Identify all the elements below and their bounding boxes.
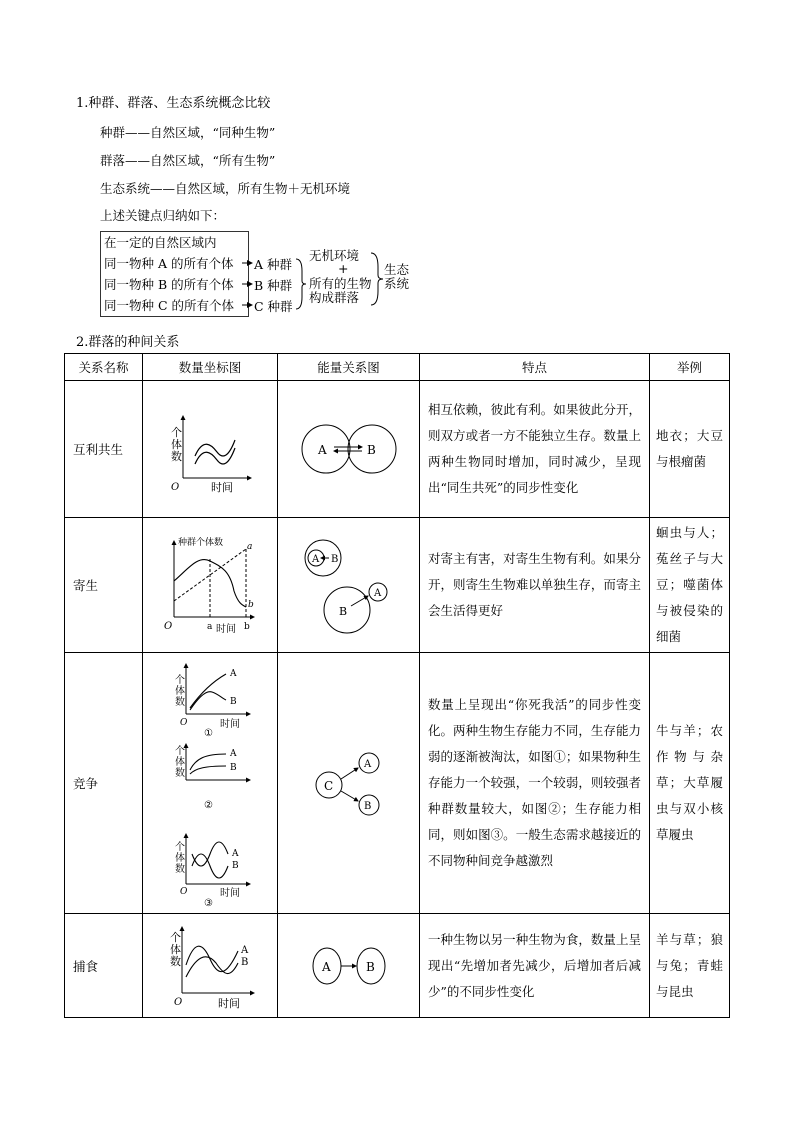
line-ecosystem: 生态系统——自然区域，所有生物＋无机环境 [100,181,351,196]
header-energy-diagram: 能量关系图 [278,354,420,381]
axis-y-label: 个 [170,426,182,439]
energy-node-a: A [311,554,319,565]
axis-x-label: 时间 [220,888,240,899]
relation-feature: 一种生物以另一种生物为食，数量上呈现出“先增加者先减少，后增加者后减少”的不同步性变化 [420,914,650,1018]
chart-number-1: ① [204,728,213,739]
series-a-label: A [230,749,237,759]
box-row: 在一定的自然区域内 [104,235,217,250]
box-row: 同一物种 B 的所有个体 [104,277,234,292]
axis-y-label: 个 [175,842,185,853]
population-c: C 种群 [254,299,293,314]
series-a-label: A [230,669,237,679]
tick-b: b [244,622,250,632]
relation-name: 寄生 [65,518,143,653]
relation-example: 羊与草；狼与兔；青蛙与昆虫 [650,914,730,1018]
all-organisms: 所有的生物 [309,276,372,291]
relation-feature: 相互依赖，彼此有利。如果彼此分开，则双方或者一方不能独立生存。数量上两种生物同时增加，同时减少，呈现出“同生共死”的同步性变化 [420,381,650,518]
section1-title: 1.种群、群落、生态系统概念比较 [76,96,271,111]
population-b: B 种群 [254,278,293,293]
ecosystem-label-2: 系统 [384,276,410,291]
energy-node-c: C [323,779,333,793]
energy-node-b: B [365,959,375,974]
ecosystem-label-1: 生态 [384,262,410,277]
axis-x-label: 时间 [218,996,240,1010]
tick-a: a [207,622,213,632]
relation-name: 竞争 [65,653,143,914]
header-name: 关系名称 [65,354,143,381]
mutualism-energy-diagram [278,381,420,518]
form-community: 构成群落 [309,290,360,305]
box-row: 同一物种 A 的所有个体 [104,256,234,271]
energy-node-a: A [363,759,371,770]
relation-feature: 数量上呈现出“你死我活”的同步性变化。两种生物生存能力不同，生存能力弱的逐渐被淘汰，如图①；如果物种生存能力一个较强，一个较弱，则较强者种群数量较大，如图②；生存能力相同，则如图③。一般生态需求越接近的不同物种间竞争越激烈 [420,653,650,914]
series-a-label: A [241,944,249,956]
axis-y-label: 体 [170,942,181,956]
relation-example: 地衣；大豆与根瘤菌 [650,381,730,518]
energy-node-a: A [321,959,331,974]
population-a: A 种群 [254,257,293,272]
line-population: 种群——自然区域，“同种生物” [100,125,276,140]
axis-y-label: 个 [175,746,185,757]
table-row [65,518,730,653]
series-b-label: B [232,861,239,871]
axis-y-label: 体 [175,757,185,768]
mutualism-chart [143,381,278,518]
header-example: 举例 [650,354,730,381]
axis-origin: O [170,482,179,493]
competition-energy-diagram [278,653,420,914]
line-summary: 上述关键点归纳如下： [100,208,226,223]
interspecific-relationships-table [64,353,730,1018]
axis-y-label: 个 [175,675,185,686]
header-quantity-chart: 数量坐标图 [143,354,278,381]
axis-origin: O [174,996,183,1008]
axis-y-label: 体 [170,438,182,451]
chart-number-3: ③ [204,898,213,908]
relation-feature: 对寄主有害，对寄生生物有利。如果分开，则寄生生物难以单独生存，而寄主会生活得更好 [420,518,650,653]
parasitism-chart [143,518,278,653]
chart-ylabel: 种群个体数 [178,538,224,548]
relation-example: 牛与羊；农作物与杂草；大草履虫与双小核草履虫 [650,653,730,914]
axis-origin: O [180,718,188,728]
axis-origin: O [164,621,173,632]
predation-energy-diagram [278,914,420,1018]
axis-y-label: 个 [170,930,181,944]
energy-node-b: B [366,443,376,457]
relation-name: 捕食 [65,914,143,1018]
section2-title: 2.群落的种间关系 [76,335,180,350]
axis-origin: O [180,887,188,897]
box-row: 同一物种 C 的所有个体 [104,298,235,313]
parasitism-energy-diagram [278,518,420,653]
series-a-label: A [232,849,239,859]
energy-node-b: B [330,554,338,565]
energy-node-a: A [373,588,381,599]
axis-y-label: 体 [175,853,185,864]
plus-sign: + [338,261,349,276]
concept-diagram [100,231,600,321]
curve-label-b: b [248,600,254,610]
axis-x-label: 时间 [210,481,233,494]
axis-y-label: 数 [175,768,185,779]
axis-y-label: 数 [175,697,185,708]
inorganic-environment: 无机环境 [309,248,360,263]
header-feature: 特点 [420,354,650,381]
series-b-label: B [230,697,237,707]
relation-name: 互利共生 [65,381,143,518]
energy-node-b: B [363,801,371,812]
relation-example: 蛔虫与人；菟丝子与大豆；噬菌体与被侵染的细菌 [650,518,730,653]
energy-node-b: B [338,605,347,618]
predation-chart [143,914,278,1018]
table-row [65,653,730,914]
axis-y-label: 数 [170,450,182,463]
series-b-label: B [230,763,237,773]
table-row [65,381,730,518]
table-row [65,914,730,1018]
axis-x-label: 时间 [220,719,240,730]
series-b-label: B [241,956,249,968]
curve-label-a: a [247,542,253,552]
chart-number-2: ② [204,800,213,811]
axis-y-label: 数 [170,954,181,968]
axis-y-label: 数 [175,864,185,875]
axis-x-label: 时间 [216,624,236,635]
line-community: 群落——自然区域，“所有生物” [100,153,276,168]
table-header-row [65,354,730,381]
axis-y-label: 体 [175,686,185,697]
competition-chart [143,653,278,914]
energy-node-a: A [317,443,327,457]
